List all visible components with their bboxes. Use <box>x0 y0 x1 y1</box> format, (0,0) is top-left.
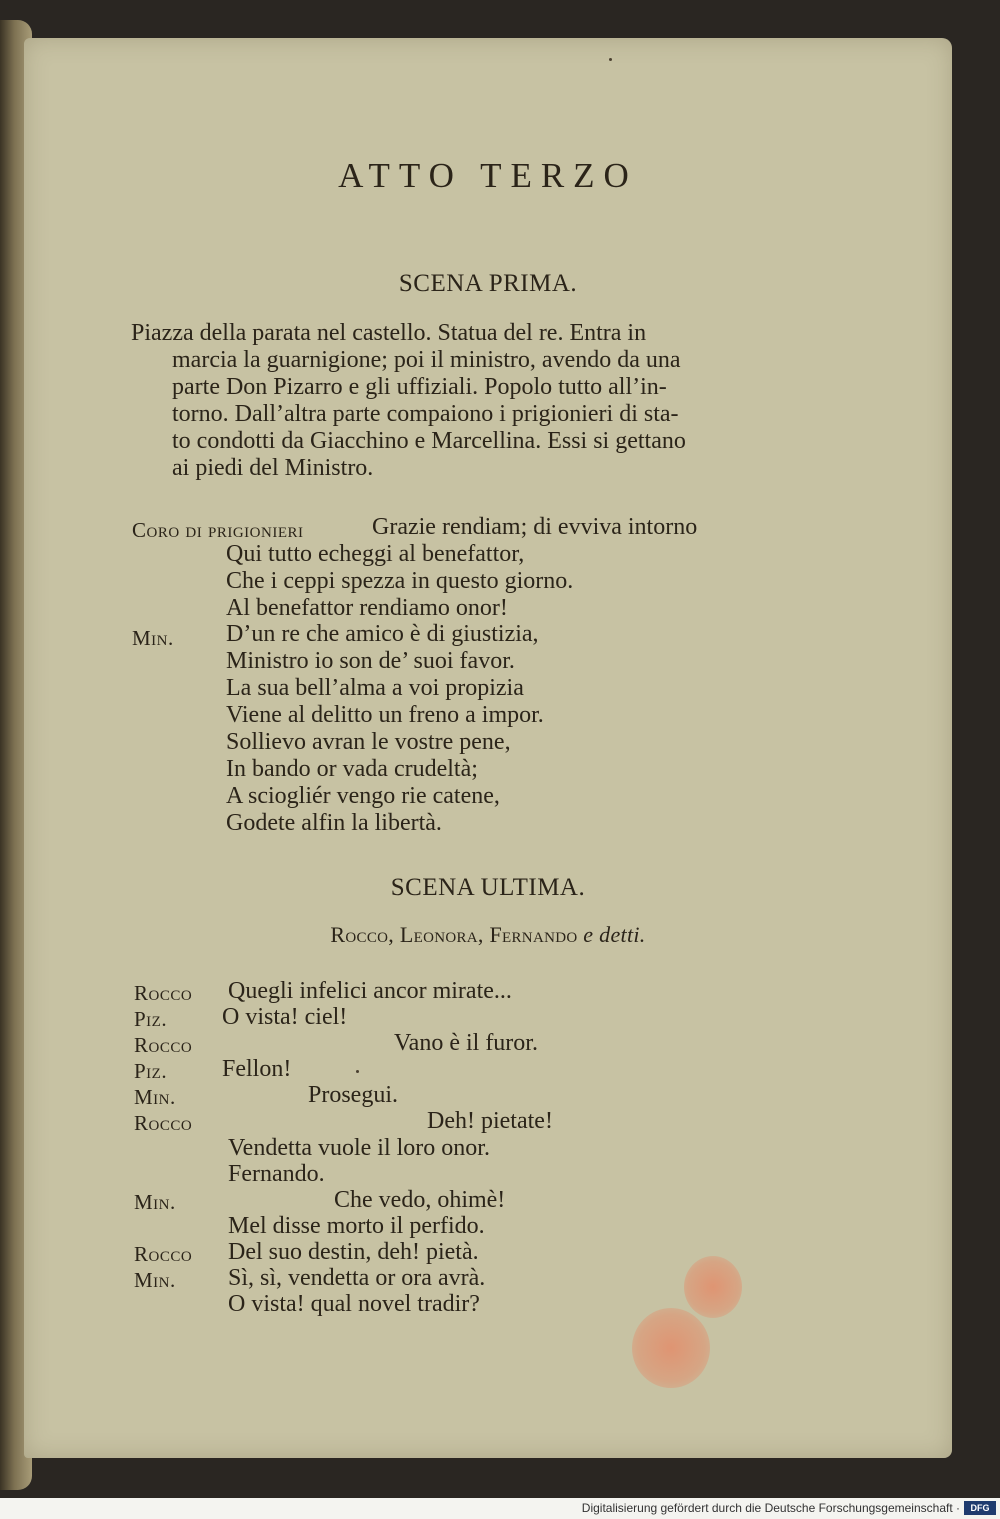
dialogue-line: Mel disse morto il perfido. <box>228 1213 485 1239</box>
dialogue-line: Vendetta vuole il loro onor. <box>228 1135 490 1161</box>
dfg-logo: DFG <box>964 1501 996 1515</box>
verse-line: Che i ceppi spezza in questo giorno. <box>226 568 574 594</box>
dialogue-speaker: Piz. <box>134 1059 168 1083</box>
verse-line: Godete alfin la libertà. <box>226 810 442 836</box>
verse-line: Viene al delitto un freno a impor. <box>226 702 544 728</box>
speaker-min: Min. <box>132 626 174 650</box>
act-title: ATTO TERZO <box>338 156 638 195</box>
stage-direction-line: ai piedi del Ministro. <box>172 455 374 481</box>
dialogue-speaker: Rocco <box>134 1111 193 1135</box>
dialogue-line: O vista! qual novel tradir? <box>228 1291 480 1317</box>
scene-characters <box>24 922 952 948</box>
book-page <box>24 38 952 1458</box>
dialogue-line: O vista! ciel! <box>222 1004 348 1030</box>
page-speck <box>609 58 612 61</box>
dialogue-line: Del suo destin, deh! pietà. <box>228 1239 479 1265</box>
dialogue-line: Fernando. <box>228 1161 325 1187</box>
digitization-footer <box>0 1498 1000 1519</box>
dialogue-speaker: Min. <box>134 1085 176 1109</box>
dialogue-line: Che vedo, ohimè! <box>334 1187 506 1213</box>
characters-names: Rocco, Leonora, Fernando <box>330 922 578 947</box>
scene-heading-prima: SCENA PRIMA. <box>398 270 578 297</box>
dialogue-line: Quegli infelici ancor mirate... <box>228 978 512 1004</box>
stage-direction-line: torno. Dall’altra parte compaiono i prigionieri di sta- <box>172 401 679 427</box>
stain-small <box>684 1256 742 1318</box>
dialogue-line: Fellon! <box>222 1056 292 1082</box>
characters-suffix: e detti. <box>583 922 646 947</box>
dialogue-speaker: Rocco <box>134 981 193 1005</box>
stage-direction-line: Piazza della parata nel castello. Statua del re. Entra in <box>131 320 647 346</box>
dialogue-speaker: Rocco <box>134 1242 193 1266</box>
stage-direction-line: marcia la guarnigione; poi il ministro, avendo da una <box>172 347 681 373</box>
dialogue-speaker: Min. <box>134 1190 176 1214</box>
dialogue-speaker: Piz. <box>134 1007 168 1031</box>
verse-line: Sollievo avran le vostre pene, <box>226 729 511 755</box>
speaker-coro: Coro di prigionieri <box>132 518 304 542</box>
page-speck <box>356 1070 359 1073</box>
scene-heading-ultima: SCENA ULTIMA. <box>390 874 586 901</box>
verse-line: D’un re che amico è di giustizia, <box>226 621 539 647</box>
stage-direction <box>131 320 831 482</box>
dialogue-line: Vano è il furor. <box>394 1030 538 1056</box>
dialogue-line: Sì, sì, vendetta or ora avrà. <box>228 1265 486 1291</box>
dialogue-speaker: Rocco <box>134 1033 193 1057</box>
verse-line: Ministro io son de’ suoi favor. <box>226 648 515 674</box>
dialogue-speaker: Min. <box>134 1268 176 1292</box>
verse-line: In bando or vada crudeltà; <box>226 756 478 782</box>
verse-line: Al benefattor rendiamo onor! <box>226 595 508 621</box>
stain-large <box>632 1308 710 1388</box>
dialogue-line: Deh! pietate! <box>427 1108 553 1134</box>
dialogue-line: Prosegui. <box>308 1082 398 1108</box>
footer-credit: Digitalisierung gefördert durch die Deutsche Forschungsgemeinschaft · <box>581 1501 960 1515</box>
verse-line: La sua bell’alma a voi propizia <box>226 675 524 701</box>
verse-line: A sciogliér vengo rie catene, <box>226 783 500 809</box>
stage-direction-line: parte Don Pizarro e gli uffiziali. Popolo tutto all’in- <box>172 374 667 400</box>
verse-line: Qui tutto echeggi al benefattor, <box>226 541 525 567</box>
verse-line: Grazie rendiam; di evviva intorno <box>372 514 698 540</box>
stage-direction-line: to condotti da Giacchino e Marcellina. Essi si gettano <box>172 428 686 454</box>
